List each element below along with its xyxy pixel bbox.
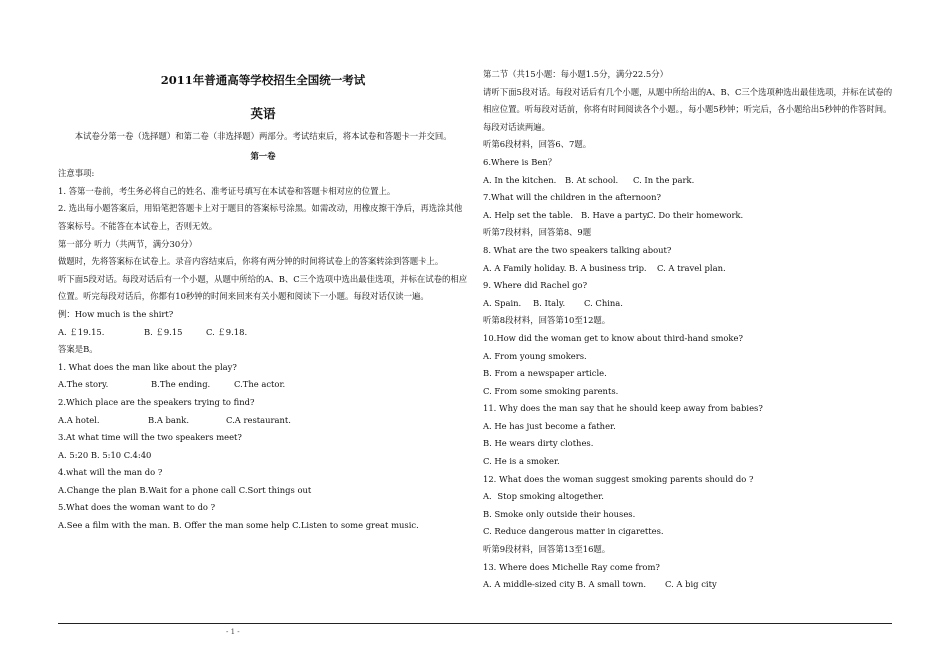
option: B. Italy. [533, 297, 566, 308]
option: A. Help set the table. [483, 209, 574, 220]
listening-part-heading: 第一部分 听力（共两节，满分30分） [58, 238, 197, 249]
subject-title: 英语 [250, 106, 276, 121]
option: A. From young smokers. [483, 350, 587, 361]
option: A. He has just become a father. [483, 420, 616, 431]
question-options [483, 576, 895, 594]
option: C. Do their homework. [647, 209, 744, 220]
option: A.A hotel. [58, 414, 100, 425]
footer-divider [58, 623, 892, 624]
question: 7.What will the children in the afternoon? [483, 192, 661, 203]
material-note: 听第6段材料，回答6、7题。 [483, 139, 592, 150]
option: C.The actor. [234, 379, 286, 390]
question: 6.Where is Ben？ [483, 156, 557, 167]
question: 10.How did the woman get to know about third-hand smoke? [483, 332, 743, 343]
question-options [483, 207, 895, 225]
question-options [58, 376, 468, 394]
option: A. In the kitchen. [483, 174, 557, 185]
page-number: - 1 - [226, 628, 240, 636]
material-note: 听第8段材料，回答第10至12题。 [483, 315, 611, 326]
option: C. From some smoking parents. [483, 385, 619, 396]
question: 4.what will the man do ? [58, 467, 163, 478]
option: A．Stop smoking altogether. [483, 491, 604, 502]
listening-instructions: 做题时，先将答案标在试卷上。录音内容结束后，你将有两分钟的时间将试卷上的答案转涂到答题卡上。 [58, 256, 444, 267]
left-column [58, 128, 468, 535]
question-options [58, 412, 468, 430]
question: 13. Where does Michelle Ray come from? [483, 561, 660, 572]
question-options [483, 295, 895, 313]
option: A. Spain. [483, 297, 522, 308]
option: A. A Family holiday. [483, 262, 567, 273]
question-options [483, 172, 895, 190]
option: B. ￡9.15 [144, 326, 183, 337]
question: 1. What does the man like about the play? [58, 361, 237, 372]
question-options: A.Change the plan B.Wait for a phone call C.Sort things out [58, 484, 312, 495]
question-options [483, 260, 895, 278]
question-options: A.See a film with the man. B. Offer the man some help C.Listen to some great music. [58, 520, 419, 531]
question: 3.At what time will the two speakers meet? [58, 432, 242, 443]
option: C. A travel plan. [657, 262, 726, 273]
option: B. He wears dirty clothes. [483, 438, 594, 449]
option: B. A business trip. [569, 262, 647, 273]
example-options [58, 324, 468, 342]
option: B. At school. [565, 174, 619, 185]
right-column [483, 66, 895, 594]
notice-item: 2. 选出每小题答案后，用铅笔把答题卡上对于题目的答案标号涂黑。如需改动，用橡皮擦干净后，再选涂其他答案标号。不能答在本试卷上，否则无效。 [58, 203, 463, 231]
section-one-instructions: 听下面5段对话。每段对话后有一个小题，从题中所给的A、B、C三个选项中选出最佳选项，并标在试卷的相应位置。听完每段对话后，你都有10秒钟的时间来回来有关小题和阅读下一小题。每段对话仅读一遍。 [58, 273, 468, 302]
question: 2.Which place are the speakers trying to find? [58, 396, 255, 407]
question: 12. What does the woman suggest smoking parents should do ? [483, 473, 754, 484]
question: 11. Why does the man say that he should keep away from babies? [483, 403, 763, 414]
option: B.The ending. [151, 379, 211, 390]
material-note: 听第9段材料，回答第13至16题。 [483, 544, 611, 555]
section-two-heading: 第二节（共15小题：每小题1.5分，满分22.5分） [483, 69, 668, 79]
material-note: 听第7段材料，回答第8、9题 [483, 227, 592, 238]
part-one-heading: 第一卷 [250, 150, 276, 161]
section-two-instructions: 请听下面5段对话。每段对话后有几个小题，从题中所给出的A、B、C三个选项种选出最佳选项，并标在试卷的相应位置。听每段对话前，你将有时间阅读各个小题。，每小题5秒钟；听完后，各小题给出5秒钟的作答时间。每段对话读两遍。 [483, 86, 893, 132]
option: C. A big city [665, 579, 717, 590]
notice-title: 注意事项: [58, 168, 95, 179]
example-question: 例：How much is the shirt? [58, 308, 174, 319]
option: A.The story. [58, 379, 109, 390]
question: 5.What does the woman want to do ? [58, 502, 216, 513]
option: C. Reduce dangerous matter in cigarettes. [483, 526, 664, 537]
option: C. ￡9.18. [206, 326, 248, 337]
option: B. A small town. [577, 579, 647, 590]
exam-title: 2011年普通高等学校招生全国统一考试 [160, 73, 366, 87]
question: 9. Where did Rachel go? [483, 280, 588, 291]
notice-item: 1. 答第一卷前，考生务必将自己的姓名、准考证号填写在本试卷和答题卡相对应的位置上。 [58, 185, 396, 196]
option: B. Smoke only outside their houses. [483, 508, 636, 519]
option: C. In the park. [633, 174, 695, 185]
intro-text: 本试卷分第一卷（选择题）和第二卷（非选择题）两部分。考试结束后，将本试卷和答题卡一并交回。 [74, 131, 452, 141]
question: 8. What are the two speakers talking about? [483, 244, 672, 255]
option: B.A bank. [148, 414, 190, 425]
option: A. A middle-sized city [483, 579, 575, 590]
example-answer: 答案是B。 [58, 344, 98, 355]
option: A. ￡19.15. [58, 326, 105, 337]
question-options: A. 5:20 B. 5:10 C.4:40 [58, 449, 152, 460]
option: B. Have a party. [581, 209, 649, 220]
option: C.A restaurant. [226, 414, 291, 425]
option: B. From a newspaper article. [483, 368, 607, 379]
option: C. China. [584, 297, 623, 308]
option: C. He is a smoker. [483, 456, 560, 467]
